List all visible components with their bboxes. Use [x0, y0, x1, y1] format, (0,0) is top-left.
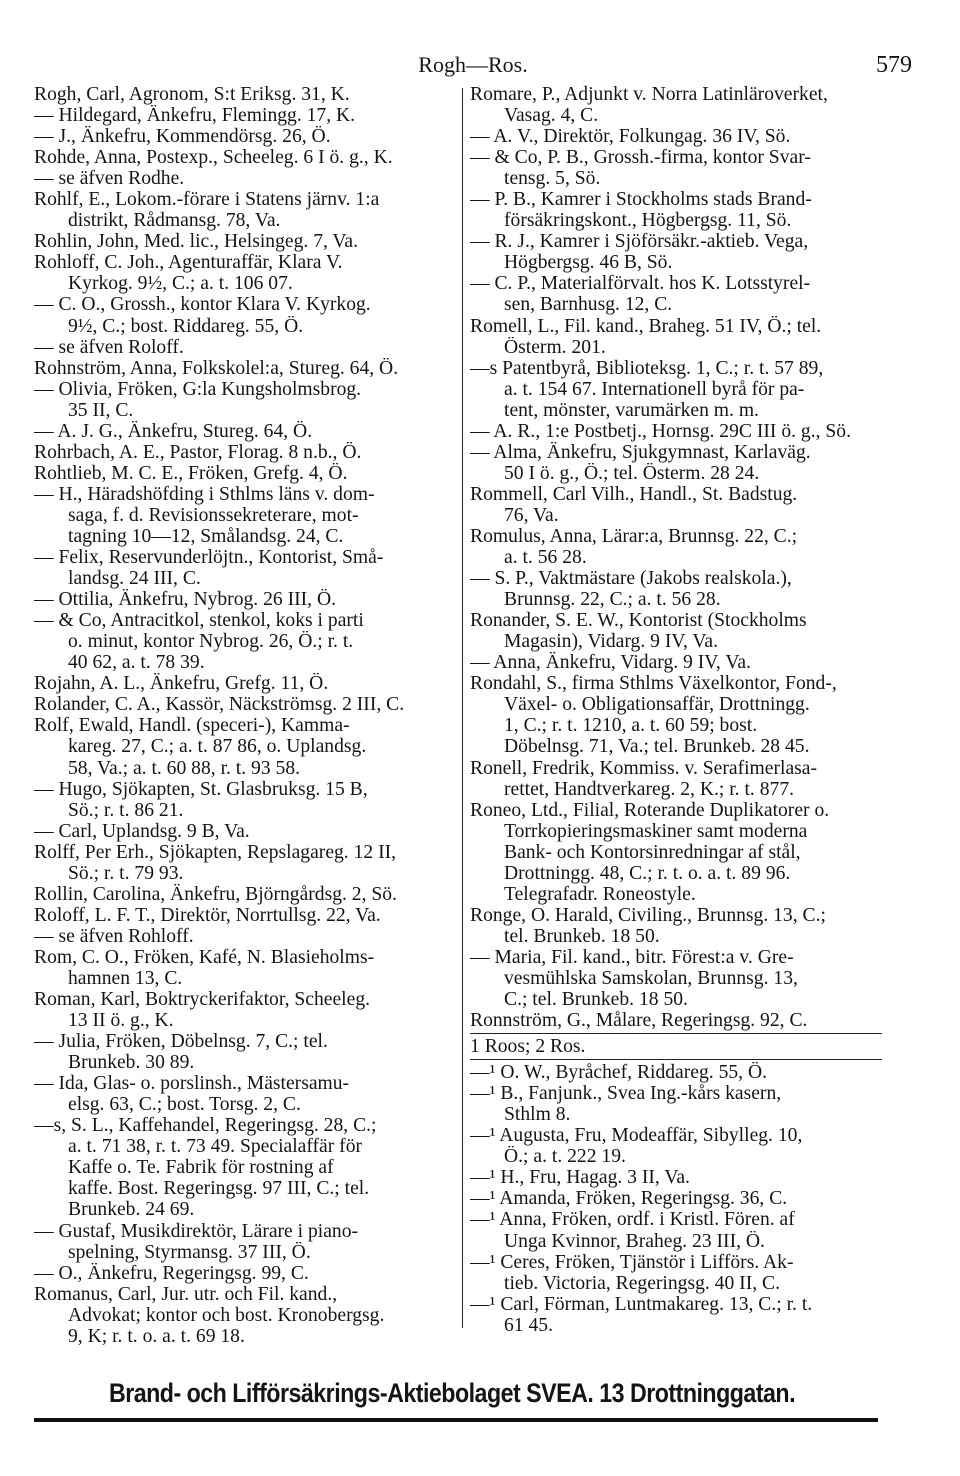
entry-line: —¹ Amanda, Fröken, Regeringsg. 36, C.	[470, 1188, 788, 1210]
entry-continuation-line: Magasin), Vidarg. 9 IV, Va.	[504, 631, 718, 653]
entry-continuation-line: Österm. 201.	[504, 336, 606, 358]
entry-line: — H., Häradshöfding i Sthlms läns v. dom-	[34, 483, 375, 505]
entry-continuation-line: Kyrkog. 9½, C.; a. t. 106 07.	[68, 273, 293, 295]
entry-continuation-line: saga, f. d. Revisionssekreterare, mot-	[68, 504, 359, 526]
entry-continuation-line: Telegrafadr. Roneostyle.	[504, 883, 696, 905]
entry-continuation-line: Unga Kvinnor, Braheg. 23 III, Ö.	[504, 1230, 765, 1252]
entry-continuation-line: Högbergsg. 46 B, Sö.	[504, 252, 673, 274]
entry-line: Roneo, Ltd., Filial, Roterande Duplikatorer o.	[470, 799, 830, 821]
entry-continuation-line: kaffe. Bost. Regeringsg. 97 III, C.; tel.	[68, 1178, 370, 1200]
entry-line: Romell, L., Fil. kand., Braheg. 51 IV, Ö.; tel.	[470, 315, 822, 337]
entry-line: Ronell, Fredrik, Kommiss. v. Serafimerlasa-	[470, 757, 817, 779]
entry-continuation-line: Växel- o. Obligationsaffär, Drottningg.	[504, 694, 810, 716]
entry-line: 1 Roos; 2 Ros.	[470, 1036, 586, 1058]
entry-line: Romare, P., Adjunkt v. Norra Latinläroverket,	[470, 84, 828, 105]
entry-continuation-line: tensg. 5, Sö.	[504, 168, 601, 190]
entry-line: — C. P., Materialförvalt. hos K. Lotsstyrel-	[470, 273, 811, 295]
entry-continuation-line: sen, Barnhusg. 12, C.	[504, 294, 673, 316]
entry-line: —s, S. L., Kaffehandel, Regeringsg. 28, C.;	[34, 1115, 377, 1137]
entry-continuation-line: rettet, Handtverkareg. 2, K.; r. t. 877.	[504, 778, 795, 800]
entry-continuation-line: tieb. Victoria, Regeringsg. 40 II, C.	[504, 1272, 780, 1294]
entry-line: — Alma, Änkefru, Sjukgymnast, Karlaväg.	[470, 441, 811, 463]
running-title: Rogh—Ros.	[418, 52, 528, 77]
section-rule	[470, 1059, 882, 1060]
entry-line: — A. J. G., Änkefru, Stureg. 64, Ö.	[34, 420, 313, 442]
entry-line: Rolff, Per Erh., Sjökapten, Repslagareg. 12 II,	[34, 841, 397, 863]
entry-continuation-line: 58, Va.; a. t. 60 88, r. t. 93 58.	[68, 757, 301, 779]
entry-line: Rom, C. O., Fröken, Kafé, N. Blasieholms-	[34, 946, 375, 968]
entry-continuation-line: 1, C.; r. t. 1210, a. t. 60 59; bost.	[504, 715, 758, 737]
entry-line: Rolander, C. A., Kassör, Näckströmsg. 2 III, C.	[34, 694, 405, 716]
entry-line: —¹ O. W., Byråchef, Riddareg. 55, Ö.	[470, 1062, 768, 1084]
entry-continuation-line: a. t. 154 67. Internationell byrå för pa-	[504, 378, 805, 400]
entry-line: — Ida, Glas- o. porslinsh., Mästersamu-	[34, 1073, 350, 1095]
entry-line: —¹ H., Fru, Hagag. 3 II, Va.	[470, 1167, 690, 1189]
entry-line: Ronander, S. E. W., Kontorist (Stockholms	[470, 610, 807, 632]
entry-line: —¹ Anna, Fröken, ordf. i Kristl. Fören. af	[470, 1209, 795, 1231]
entry-line: — Olivia, Fröken, G:la Kungsholmsbrog.	[34, 378, 362, 400]
entry-line: Roloff, L. F. T., Direktör, Norrtullsg. 22, Va.	[34, 904, 381, 926]
entry-line: Rohde, Anna, Postexp., Scheeleg. 6 I ö. g., K.	[34, 147, 393, 169]
entry-line: Roman, Karl, Boktryckerifaktor, Scheeleg.	[34, 989, 371, 1011]
entry-line: Rollin, Carolina, Änkefru, Björngårdsg. 2, Sö.	[34, 883, 397, 905]
entry-continuation-line: elsg. 63, C.; bost. Torsg. 2, C.	[68, 1094, 301, 1116]
entry-continuation-line: försäkringskont., Högbergsg. 11, Sö.	[504, 210, 792, 232]
entry-line: Romulus, Anna, Lärar:a, Brunnsg. 22, C.;	[470, 525, 798, 547]
entry-line: —¹ Ceres, Fröken, Tjänstör i Lifförs. Ak-	[470, 1251, 794, 1273]
entry-line: Rojahn, A. L., Änkefru, Grefg. 11, Ö.	[34, 673, 329, 695]
entry-continuation-line: 9½, C.; bost. Riddareg. 55, Ö.	[68, 315, 304, 337]
right-column	[470, 84, 908, 1336]
entry-line: Romanus, Carl, Jur. utr. och Fil. kand.,	[34, 1283, 338, 1305]
entry-continuation-line: 61 45.	[504, 1314, 553, 1336]
entry-continuation-line: tagning 10—12, Smålandsg. 24, C.	[68, 525, 344, 547]
page-header	[34, 52, 912, 82]
entry-line: Rohnström, Anna, Folkskolel:a, Stureg. 64, Ö.	[34, 357, 399, 379]
entry-line: Rommell, Carl Vilh., Handl., St. Badstug.	[470, 483, 798, 505]
section-rule	[470, 1033, 882, 1034]
entry-continuation-line: C.; tel. Brunkeb. 18 50.	[504, 989, 688, 1011]
entry-line: — & Co, Antracitkol, stenkol, koks i parti	[34, 610, 364, 632]
entry-continuation-line: distrikt, Rådmansg. 78, Va.	[68, 210, 281, 232]
entry-continuation-line: landsg. 24 III, C.	[68, 568, 201, 590]
entry-line: —s Patentbyrå, Biblioteksg. 1, C.; r. t. 57 89,	[470, 357, 824, 379]
entry-continuation-line: Sö.; r. t. 79 93.	[68, 862, 184, 884]
entry-line: — P. B., Kamrer i Stockholms stads Brand-	[470, 189, 812, 211]
entry-line: — A. R., 1:e Postbetj., Hornsg. 29C III ö. g., Sö.	[470, 420, 851, 442]
entry-line: — J., Änkefru, Kommendörsg. 26, Ö.	[34, 126, 331, 148]
entry-line: — Maria, Fil. kand., bitr. Förest:a v. Gre-	[470, 946, 794, 968]
entry-line: — se äfven Roloff.	[34, 336, 184, 358]
entry-line: Rolf, Ewald, Handl. (speceri-), Kamma-	[34, 715, 350, 737]
entry-continuation-line: Kaffe o. Te. Fabrik för rostning af	[68, 1157, 334, 1179]
entry-line: Rohlin, John, Med. lic., Helsingeg. 7, Va.	[34, 231, 359, 253]
entry-line: — Carl, Uplandsg. 9 B, Va.	[34, 820, 250, 842]
entry-line: —¹ Augusta, Fru, Modeaffär, Sibylleg. 10,	[470, 1125, 803, 1147]
entry-continuation-line: Sö.; r. t. 86 21.	[68, 799, 184, 821]
entry-continuation-line: tent, mönster, varumärken m. m.	[504, 399, 759, 421]
entry-continuation-line: Döbelnsg. 71, Va.; tel. Brunkeb. 28 45.	[504, 736, 810, 758]
entry-line: Rohrbach, A. E., Pastor, Florag. 8 n.b., Ö.	[34, 441, 362, 463]
entry-continuation-line: spelning, Styrmansg. 37 III, Ö.	[68, 1241, 311, 1263]
entry-continuation-line: Bank- och Kontorsinredningar af stål,	[504, 841, 801, 863]
entry-line: — Julia, Fröken, Döbelnsg. 7, C.; tel.	[34, 1031, 328, 1053]
entry-line: Ronge, O. Harald, Civiling., Brunnsg. 13, C.;	[470, 904, 826, 926]
entry-continuation-line: o. minut, kontor Nybrog. 26, Ö.; r. t.	[68, 631, 354, 653]
entry-line: — Hugo, Sjökapten, St. Glasbruksg. 15 B,	[34, 778, 368, 800]
entry-line: — Hildegard, Änkefru, Flemingg. 17, K.	[34, 105, 356, 127]
entry-continuation-line: tel. Brunkeb. 18 50.	[504, 925, 660, 947]
entry-continuation-line: a. t. 56 28.	[504, 547, 587, 569]
page-number: 579	[876, 52, 912, 78]
entry-continuation-line: hamnen 13, C.	[68, 967, 183, 989]
left-column	[34, 84, 458, 1347]
entry-line: — Felix, Reservunderlöjtn., Kontorist, Små-	[34, 547, 384, 569]
entry-line: — se äfven Rodhe.	[34, 168, 185, 190]
footer-advertisement: Brand- och Lifförsäkrings-Aktiebolaget SVEA. 13 Drottninggatan.	[108, 1378, 796, 1408]
entry-line: — A. V., Direktör, Folkungag. 36 IV, Sö.	[470, 126, 791, 148]
entry-line: — & Co, P. B., Grossh.-firma, kontor Svar-	[470, 147, 811, 169]
entry-line: Rohtlieb, M. C. E., Fröken, Grefg. 4, Ö.	[34, 462, 348, 484]
entry-continuation-line: Brunkeb. 24 69.	[68, 1199, 195, 1221]
entry-continuation-line: Drottningg. 48, C.; r. t. o. a. t. 89 96.	[504, 862, 791, 884]
entry-continuation-line: 76, Va.	[504, 504, 559, 526]
entry-line: Rondahl, S., firma Sthlms Växelkontor, Fond-,	[470, 673, 837, 695]
entry-continuation-line: 9, K; r. t. o. a. t. 69 18.	[68, 1325, 245, 1347]
entry-line: — Gustaf, Musikdirektör, Lärare i piano-	[34, 1220, 359, 1242]
entry-continuation-line: Sthlm 8.	[504, 1104, 571, 1126]
entry-line: — Ottilia, Änkefru, Nybrog. 26 III, Ö.	[34, 589, 337, 611]
entry-line: — R. J., Kamrer i Sjöförsäkr.-aktieb. Vega,	[470, 231, 809, 253]
entry-line: — se äfven Rohloff.	[34, 925, 194, 947]
entry-line: — S. P., Vaktmästare (Jakobs realskola.),	[470, 568, 792, 590]
entry-continuation-line: Brunkeb. 30 89.	[68, 1052, 195, 1074]
entry-line: — C. O., Grossh., kontor Klara V. Kyrkog.	[34, 294, 371, 316]
entry-line: Rogh, Carl, Agronom, S:t Eriksg. 31, K.	[34, 84, 350, 105]
footer-rule	[34, 1418, 878, 1422]
entry-line: Ronnström, G., Målare, Regeringsg. 92, C.	[470, 1010, 808, 1032]
entry-continuation-line: Advokat; kontor och bost. Kronobergsg.	[68, 1304, 385, 1326]
entry-continuation-line: 13 II ö. g., K.	[68, 1010, 174, 1032]
entry-line: —¹ Carl, Förman, Luntmakareg. 13, C.; r. t.	[470, 1293, 813, 1315]
entry-continuation-line: 50 I ö. g., Ö.; tel. Österm. 28 24.	[504, 462, 760, 484]
entry-line: —¹ B., Fanjunk., Svea Ing.-kårs kasern,	[470, 1083, 782, 1105]
entry-continuation-line: vesmühlska Samskolan, Brunnsg. 13,	[504, 967, 798, 989]
entry-continuation-line: 40 62, a. t. 78 39.	[68, 652, 205, 674]
entry-line: Rohloff, C. Joh., Agenturaffär, Klara V.	[34, 252, 343, 274]
entry-continuation-line: a. t. 71 38, r. t. 73 49. Specialaffär för	[68, 1136, 363, 1158]
entry-continuation-line: Vasag. 4, C.	[504, 105, 599, 127]
entry-continuation-line: 35 II, C.	[68, 399, 134, 421]
entry-continuation-line: kareg. 27, C.; a. t. 87 86, o. Uplandsg.	[68, 736, 367, 758]
entry-line: — Anna, Änkefru, Vidarg. 9 IV, Va.	[470, 652, 751, 674]
entry-continuation-line: Brunnsg. 22, C.; a. t. 56 28.	[504, 589, 721, 611]
entry-continuation-line: Torrkopieringsmaskiner samt moderna	[504, 820, 808, 842]
entry-continuation-line: Ö.; a. t. 222 19.	[504, 1146, 626, 1168]
column-divider	[462, 88, 463, 1328]
entry-line: Rohlf, E., Lokom.-förare i Statens järnv. 1:a	[34, 189, 380, 211]
entry-line: — O., Änkefru, Regeringsg. 99, C.	[34, 1262, 309, 1284]
